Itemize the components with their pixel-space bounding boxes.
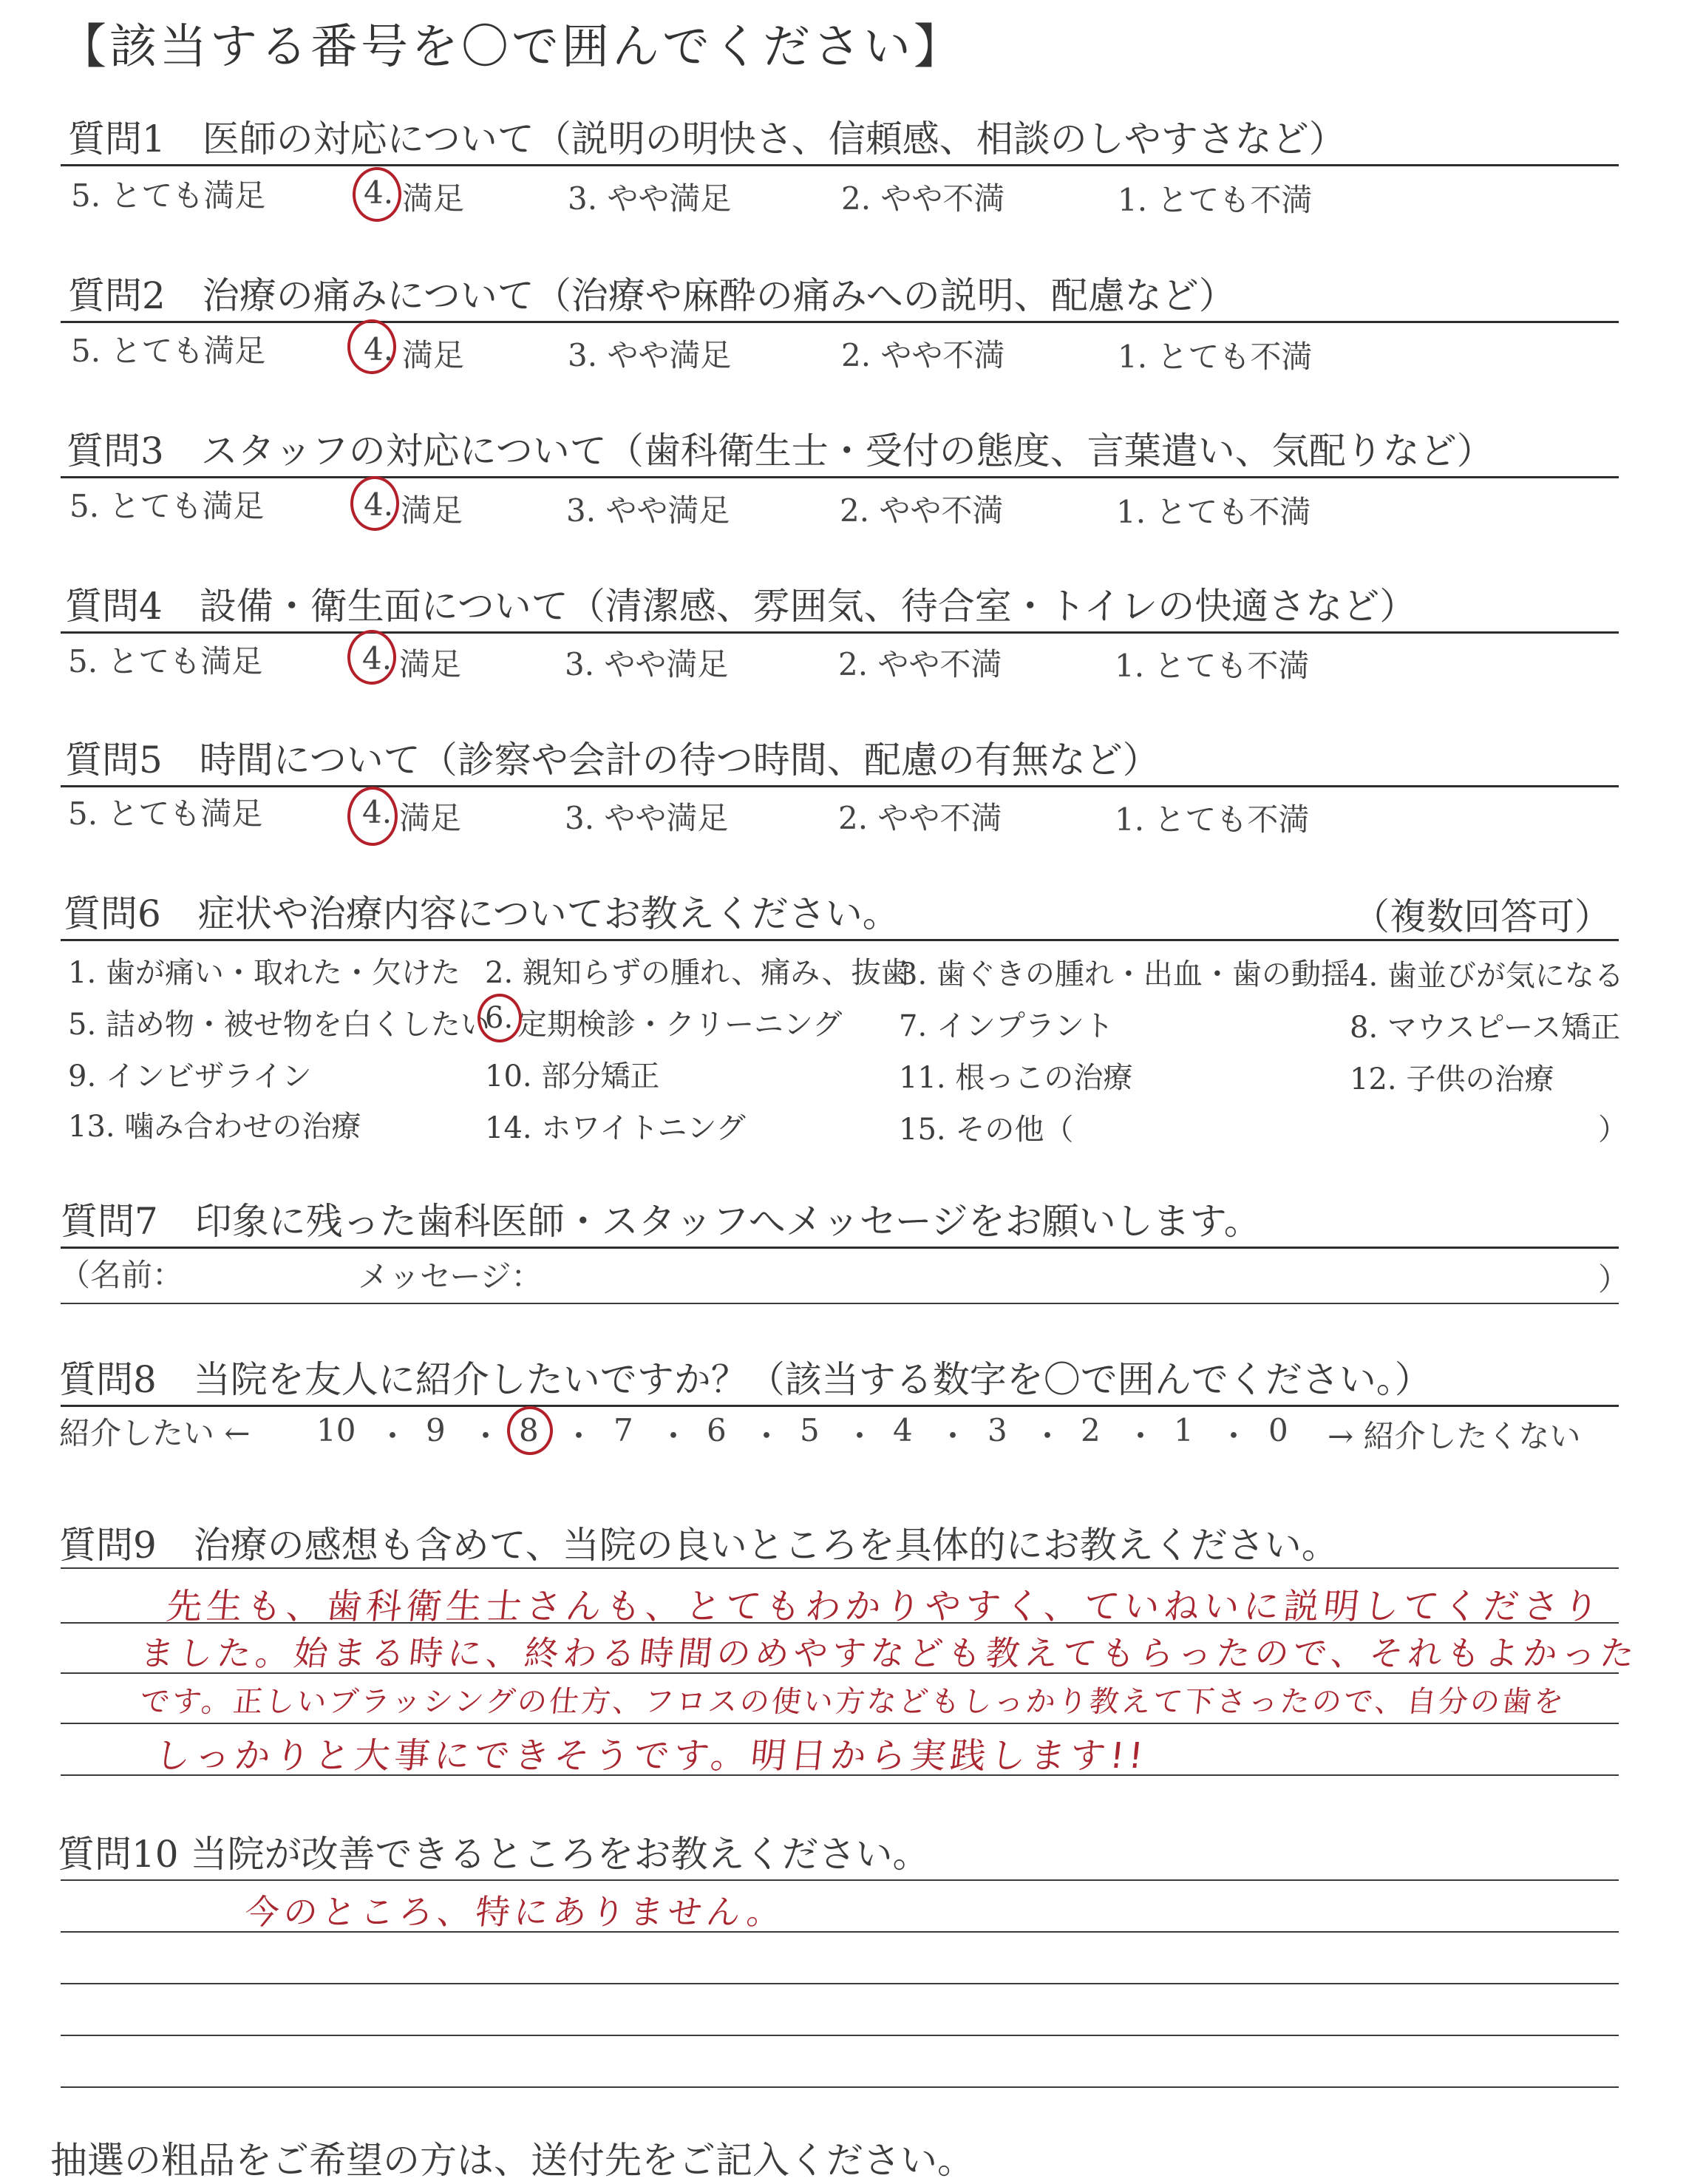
answer-line bbox=[61, 1983, 1619, 1984]
message-close: ） bbox=[1598, 1261, 1630, 1298]
option-1[interactable]: 1. とても不満 bbox=[1115, 648, 1310, 684]
scale-number[interactable]: 7 bbox=[613, 1412, 633, 1448]
question-4-title: 質問4 設備・衛生面について（清潔感、雰囲気、待合室・トイレの快適さなど） bbox=[65, 585, 1417, 628]
message-line bbox=[61, 1303, 1619, 1304]
question-2-rule bbox=[61, 321, 1619, 323]
form-header: 【該当する番号を〇で囲んでください】 bbox=[59, 20, 964, 75]
scale-left-label: 紹介したい ← bbox=[59, 1415, 251, 1451]
question-2-title: 質問2 治療の痛みについて（治療や麻酔の痛みへの説明、配慮など） bbox=[68, 274, 1236, 317]
scale-dot: ・ bbox=[937, 1418, 969, 1454]
option-4-number[interactable]: 4. bbox=[362, 640, 392, 676]
scale-number[interactable]: 10 bbox=[316, 1412, 356, 1448]
option-1[interactable]: 1. とても不満 bbox=[1115, 801, 1310, 838]
option-5[interactable]: 5. とても満足 bbox=[68, 796, 263, 832]
option-3[interactable]: 3. やや満足 bbox=[565, 800, 729, 836]
scale-right-label: → 紹介したくない bbox=[1328, 1418, 1581, 1454]
q6-option-12[interactable]: 12. 子供の治療 bbox=[1350, 1062, 1554, 1096]
scale-dot: ・ bbox=[844, 1418, 876, 1454]
q6-option-11[interactable]: 11. 根っこの治療 bbox=[899, 1061, 1133, 1095]
option-3[interactable]: 3. やや満足 bbox=[565, 646, 729, 682]
option-4-number[interactable]: 4. bbox=[364, 174, 394, 211]
option-4-number[interactable]: 4. bbox=[362, 794, 392, 830]
answer-line bbox=[61, 1567, 1619, 1569]
option-4-number[interactable]: 4. bbox=[364, 486, 394, 523]
question-1-rule bbox=[61, 164, 1619, 166]
answer-line-2: ました。始まる時に、終わる時間のめやすなども教えてもらったので、それもよかった bbox=[137, 1633, 1641, 1673]
selected-circle bbox=[350, 476, 399, 531]
question-9-title: 質問9 治療の感想も含めて、当院の良いところを具体的にお教えください。 bbox=[59, 1524, 1339, 1567]
option-2[interactable]: 2. やや不満 bbox=[840, 492, 1004, 529]
scale-number[interactable]: 4 bbox=[893, 1412, 913, 1448]
option-2[interactable]: 2. やや不満 bbox=[841, 180, 1005, 217]
q6-option-6-number[interactable]: 6. bbox=[485, 1001, 514, 1035]
option-1[interactable]: 1. とても不満 bbox=[1118, 182, 1313, 218]
footer-note: 抽選の粗品をご希望の方は、送付先をご記入ください。 bbox=[50, 2139, 974, 2182]
answer-line bbox=[61, 1723, 1619, 1724]
q6-option-2[interactable]: 2. 親知らずの腫れ、痛み、抜歯 bbox=[485, 956, 911, 990]
scale-dot: ・ bbox=[377, 1418, 409, 1454]
option-4-label[interactable]: 満足 bbox=[401, 492, 463, 529]
selected-circle bbox=[477, 994, 522, 1042]
question-8-rule bbox=[61, 1405, 1619, 1407]
scale-dot: ・ bbox=[470, 1418, 502, 1454]
question-7-title: 質問7 印象に残った歯科医師・スタッフへメッセージをお願いします。 bbox=[61, 1200, 1261, 1243]
q6-option-15-close: ） bbox=[1598, 1113, 1628, 1147]
option-2[interactable]: 2. やや不満 bbox=[841, 337, 1005, 373]
question-10-answer: 今のところ、特にありません。 bbox=[242, 1892, 788, 1932]
option-5[interactable]: 5. とても満足 bbox=[69, 488, 265, 524]
scale-dot: ・ bbox=[563, 1418, 595, 1454]
option-5[interactable]: 5. とても満足 bbox=[68, 643, 263, 679]
scale-dot: ・ bbox=[1125, 1418, 1157, 1454]
question-4-rule bbox=[61, 631, 1619, 634]
answer-line-1: 先生も、歯科衛生士さんも、とてもわかりやすく、ていねいに説明してくださり bbox=[164, 1586, 1605, 1627]
scale-dot: ・ bbox=[1218, 1418, 1250, 1454]
q6-option-8[interactable]: 8. マウスピース矯正 bbox=[1350, 1011, 1621, 1045]
option-1[interactable]: 1. とても不満 bbox=[1118, 339, 1313, 375]
question-10-title: 質問10 当院が改善できるところをお教えください。 bbox=[58, 1833, 930, 1876]
selected-circle bbox=[347, 319, 396, 374]
option-1[interactable]: 1. とても不満 bbox=[1116, 494, 1311, 530]
scale-dot: ・ bbox=[1032, 1418, 1064, 1454]
selected-circle bbox=[507, 1406, 553, 1455]
q6-option-5[interactable]: 5. 詰め物・被せ物を白くしたい bbox=[68, 1008, 490, 1042]
option-3[interactable]: 3. やや満足 bbox=[568, 337, 732, 373]
q6-option-7[interactable]: 7. インプラント bbox=[899, 1009, 1114, 1043]
question-3-title: 質問3 スタッフの対応について（歯科衛生士・受付の態度、言葉遣い、気配りなど） bbox=[67, 430, 1494, 472]
scale-dot: ・ bbox=[658, 1418, 690, 1454]
answer-line bbox=[61, 1879, 1619, 1881]
scale-number[interactable]: 5 bbox=[800, 1412, 820, 1448]
question-3-rule bbox=[61, 476, 1619, 478]
option-4-label[interactable]: 満足 bbox=[399, 646, 462, 682]
option-2[interactable]: 2. やや不満 bbox=[838, 800, 1002, 836]
option-5[interactable]: 5. とても満足 bbox=[71, 177, 266, 214]
q6-option-4[interactable]: 4. 歯並びが気になる bbox=[1350, 959, 1624, 993]
selected-circle bbox=[347, 787, 398, 846]
question-5-title: 質問5 時間について（診察や会計の待つ時間、配慮の有無など） bbox=[65, 739, 1160, 781]
scale-number-selected[interactable]: 8 bbox=[519, 1412, 539, 1448]
q6-option-13[interactable]: 13. 噛み合わせの治療 bbox=[68, 1110, 361, 1144]
question-6-rule bbox=[61, 939, 1619, 941]
option-4-number[interactable]: 4. bbox=[364, 331, 394, 367]
q6-option-6-label[interactable]: 定期検診・クリーニング bbox=[517, 1008, 843, 1042]
answer-line bbox=[61, 2086, 1619, 2088]
option-5[interactable]: 5. とても満足 bbox=[71, 333, 266, 369]
question-6-title: 質問6 症状や治療内容についてお教えください。 bbox=[64, 892, 900, 935]
q6-option-15[interactable]: 15. その他（ bbox=[899, 1113, 1074, 1147]
option-4-label[interactable]: 満足 bbox=[402, 337, 465, 373]
q6-option-1[interactable]: 1. 歯が痛い・取れた・欠けた bbox=[68, 956, 460, 990]
scale-number[interactable]: 6 bbox=[707, 1412, 727, 1448]
option-3[interactable]: 3. やや満足 bbox=[566, 492, 730, 529]
scale-dot: ・ bbox=[751, 1418, 783, 1454]
scale-number[interactable]: 3 bbox=[988, 1412, 1007, 1448]
question-1-title: 質問1 医師の対応について（説明の明快さ、信頼感、相談のしやすさなど） bbox=[68, 118, 1346, 160]
scale-number[interactable]: 2 bbox=[1081, 1412, 1101, 1448]
message-label: メッセージ： bbox=[358, 1258, 543, 1295]
question-7-rule bbox=[61, 1247, 1619, 1249]
answer-line-3: です。正しいブラッシングの仕方、フロスの使い方などもしっかり教えて下さったので、自分の歯を bbox=[138, 1685, 1568, 1719]
q6-option-14[interactable]: 14. ホワイトニング bbox=[485, 1111, 746, 1145]
selected-circle bbox=[347, 630, 396, 685]
option-4-label[interactable]: 満足 bbox=[402, 180, 465, 217]
option-2[interactable]: 2. やや不満 bbox=[838, 646, 1002, 682]
q6-option-9[interactable]: 9. インビザライン bbox=[68, 1059, 312, 1093]
name-label: （名前： bbox=[59, 1257, 184, 1293]
question-5-rule bbox=[61, 785, 1619, 787]
answer-line-4: しっかりと大事にできそうです。明日から実践します!! bbox=[152, 1735, 1150, 1777]
scale-number[interactable]: 0 bbox=[1268, 1412, 1288, 1448]
q6-option-3[interactable]: 3. 歯ぐきの腫れ・出血・歯の動揺 bbox=[899, 957, 1350, 991]
answer-line bbox=[61, 2035, 1619, 2036]
option-4-label[interactable]: 満足 bbox=[399, 800, 462, 836]
question-6-note: （複数回答可） bbox=[1353, 895, 1611, 938]
q6-option-10[interactable]: 10. 部分矯正 bbox=[485, 1059, 660, 1093]
option-3[interactable]: 3. やや満足 bbox=[568, 180, 732, 217]
question-8-title: 質問8 当院を友人に紹介したいですか？（該当する数字を〇で囲んでください。） bbox=[59, 1358, 1432, 1401]
scale-number[interactable]: 9 bbox=[426, 1412, 446, 1448]
selected-circle bbox=[353, 167, 401, 222]
scale-number[interactable]: 1 bbox=[1174, 1412, 1194, 1448]
